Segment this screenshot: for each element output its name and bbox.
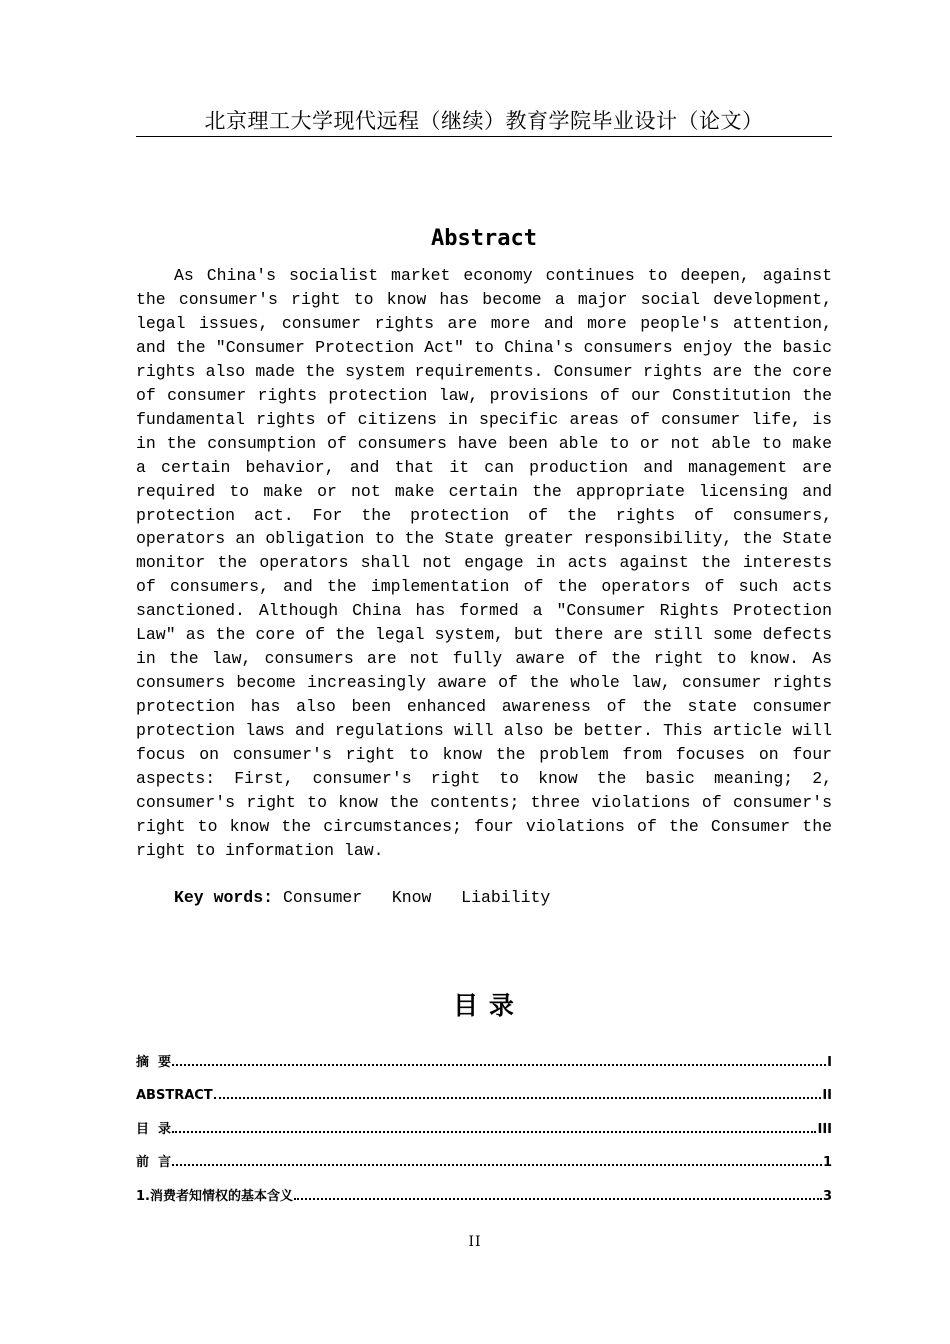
abstract-title: Abstract [431, 226, 537, 251]
toc-entry-page: III [817, 1121, 832, 1137]
toc-leader-dots [172, 1063, 826, 1066]
table-of-contents [136, 1036, 832, 1204]
toc-entry-page: 1 [822, 1155, 832, 1170]
toc-entry-page: 3 [822, 1188, 832, 1204]
toc-leader-dots [172, 1130, 816, 1133]
keywords-label: Key words: [174, 888, 274, 907]
toc-leader-dots [172, 1163, 822, 1166]
toc-entry-page: I [827, 1054, 832, 1070]
toc-title: 目 录 [453, 991, 515, 1020]
toc-entry-text: 目 录 [136, 1121, 172, 1137]
toc-entry-text: ABSTRACT [136, 1088, 213, 1103]
abstract-body: As China's socialist market economy continues to deepen, against the consumer's right to know has become a major social development, legal issues, consumer rights are more and more people's attention, and the "Consumer Protection Act" to China's consumers enjoy the basic rights also made the system requirements. Consumer rights are the core of consumer rights protection law, provisions of our Constitution the fundamental rights of citizens in specific areas of consumer life, is in the consumption of consumers have been able to or not able to make a certain behavior, and that it can production and management are required to make or not make certain the appropriate licensing and protection act. For the protection of the rights of consumers, operators an obligation to the State greater responsibility, the State monitor the operators shall not engage in acts against the interests of consumers, and the implementation of the operators of such acts sanctioned. Although China has formed a "Consumer Rights Protection Law" as the core of the legal system, but there are still some defects in the law, consumers are not fully aware of the right to know. As consumers become increasingly aware of the whole law, consumer rights protection has also been enhanced awareness of the state consumer protection laws and regulations will also be better. This article will focus on consumer's right to know the problem from focuses on four aspects: First, consumer's right to know the basic meaning; 2, consumer's right to know the contents; three violations of consumer's right to know the circumstances; four violations of the Consumer the right to information law. [136, 266, 832, 860]
page-header: 北京理工大学现代远程（继续）教育学院毕业设计（论文） [136, 106, 832, 137]
toc-entry[interactable] [136, 1070, 832, 1104]
toc-entry[interactable] [136, 1170, 832, 1204]
page-number: II [468, 1234, 482, 1250]
toc-entry[interactable] [136, 1103, 832, 1137]
toc-entry[interactable] [136, 1036, 832, 1070]
toc-entry-text: 1.消费者知情权的基本含义 [136, 1188, 293, 1204]
toc-entry-text: 前 言 [136, 1155, 172, 1170]
toc-leader-dots [294, 1197, 822, 1200]
toc-entry-page: II [822, 1088, 832, 1103]
toc-entry-text: 摘 要 [136, 1054, 172, 1070]
keywords-values: Consumer Know Liability [282, 888, 551, 907]
toc-entry[interactable] [136, 1137, 832, 1171]
keywords-line [174, 886, 794, 910]
toc-leader-dots [214, 1096, 822, 1099]
